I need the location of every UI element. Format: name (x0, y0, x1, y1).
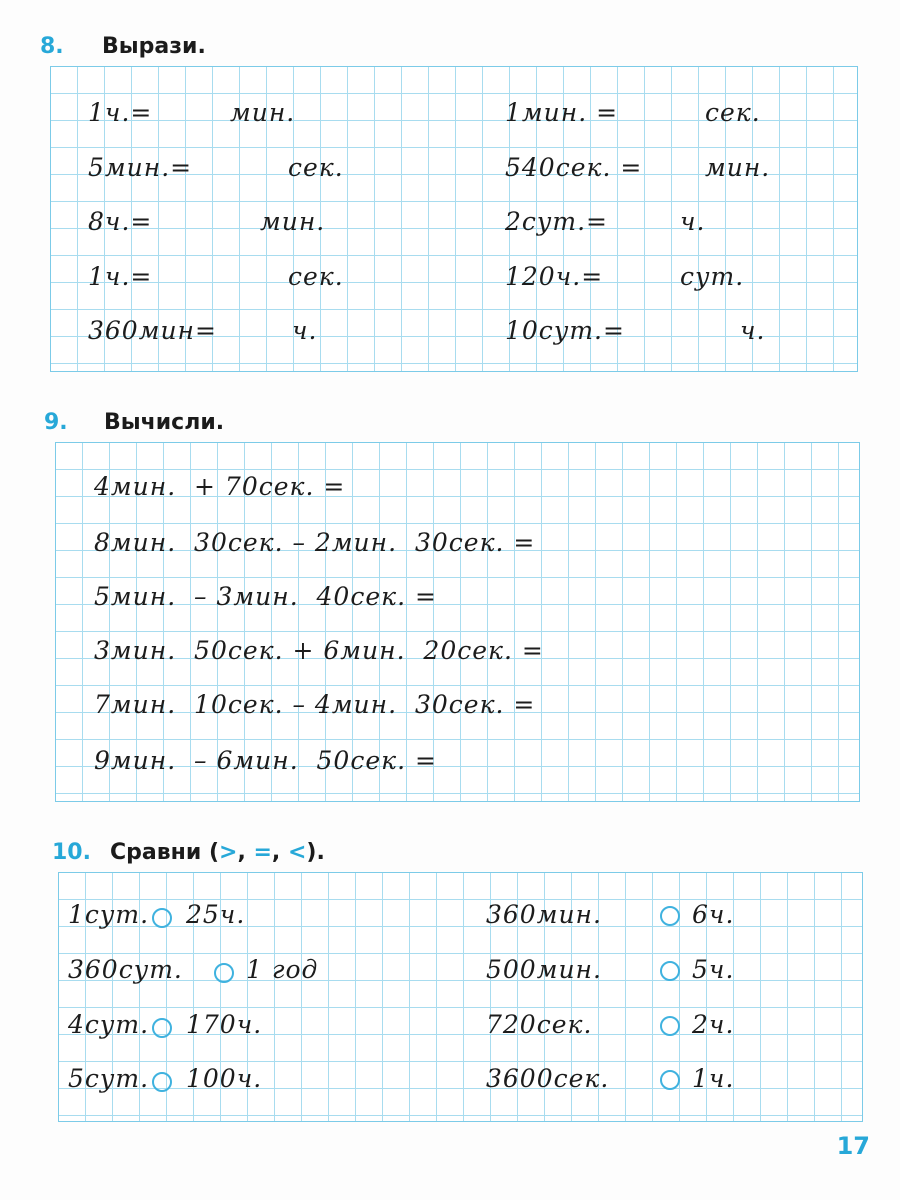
task-8-left-row-2: 5мин.= (88, 153, 193, 182)
task-8-right-row-2: 540сек. = (505, 153, 643, 182)
task-8-right-row-4: 120ч.= (505, 262, 604, 291)
task-8-number: 8. (40, 34, 64, 59)
less-than-symbol: < (287, 840, 307, 865)
task-9-number: 9. (44, 410, 68, 435)
compare-circle[interactable] (660, 961, 680, 981)
task-10-left-a-1: 1сут. (68, 900, 150, 929)
task-9-row-6: 9мин. – 6мин. 50сек. = (94, 746, 437, 775)
task-8-left-unit-1: мин. (230, 98, 296, 127)
task-10-right-b-3: 2ч. (692, 1010, 735, 1039)
task-10-right-a-2: 500мин. (486, 955, 602, 984)
task-10-left-b-2: 1 год (246, 955, 319, 984)
task-8-right-row-5: 10сут.= (505, 316, 625, 345)
task-9-row-4: 3мин. 50сек. + 6мин. 20сек. = (94, 636, 544, 665)
compare-circle[interactable] (152, 1018, 172, 1038)
task-10-left-a-4: 5сут. (68, 1064, 150, 1093)
task-9-row-1: 4мин. + 70сек. = (94, 472, 346, 501)
task-8-left-row-3: 8ч.= (88, 207, 153, 236)
task-10-grid (58, 872, 863, 1122)
task-9-title: Вычисли. (104, 410, 225, 435)
task-8-left-row-5: 360мин= (88, 316, 217, 345)
task-10-left-b-1: 25ч. (186, 900, 246, 929)
task-10-left-a-2: 360сут. (68, 955, 183, 984)
task-10-title-text: Сравни (110, 840, 202, 865)
task-9-row-3: 5мин. – 3мин. 40сек. = (94, 582, 437, 611)
task-9-row-2: 8мин. 30сек. – 2мин. 30сек. = (94, 528, 536, 557)
task-8-right-unit-3: ч. (680, 207, 706, 236)
comma-separator: , (271, 840, 288, 865)
task-8-right-row-3: 2сут.= (505, 207, 609, 236)
task-10-right-a-1: 360мин. (486, 900, 602, 929)
task-9-row-5: 7мин. 10сек. – 4мин. 30сек. = (94, 690, 536, 719)
task-8-right-unit-5: ч. (740, 316, 766, 345)
page-number: 17 (836, 1132, 870, 1160)
equals-symbol: = (253, 840, 272, 865)
task-8-right-row-1: 1мин. = (505, 98, 619, 127)
task-10-right-b-1: 6ч. (692, 900, 735, 929)
task-8-right-unit-1: сек. (705, 98, 761, 127)
compare-circle[interactable] (660, 906, 680, 926)
task-10-left-b-4: 100ч. (186, 1064, 263, 1093)
task-10-right-b-4: 1ч. (692, 1064, 735, 1093)
task-8-right-unit-2: мин. (705, 153, 771, 182)
compare-circle[interactable] (660, 1070, 680, 1090)
task-8-left-unit-2: сек. (288, 153, 344, 182)
paren-open: ( (208, 840, 220, 865)
task-10-left-b-3: 170ч. (186, 1010, 263, 1039)
compare-circle[interactable] (660, 1016, 680, 1036)
task-10-right-a-4: 3600сек. (486, 1064, 610, 1093)
paren-close: ). (306, 840, 325, 865)
compare-circle[interactable] (152, 908, 172, 928)
task-8-title: Вырази. (102, 34, 206, 59)
comma-separator: , (237, 840, 254, 865)
task-8-right-unit-4: сут. (680, 262, 745, 291)
task-10-number: 10. (52, 840, 91, 865)
task-10-right-b-2: 5ч. (692, 955, 735, 984)
task-10-left-a-3: 4сут. (68, 1010, 150, 1039)
task-8-left-row-4: 1ч.= (88, 262, 153, 291)
greater-than-symbol: > (219, 840, 238, 865)
task-8-left-unit-5: ч. (292, 316, 318, 345)
task-8-left-row-1: 1ч.= (88, 98, 153, 127)
compare-circle[interactable] (152, 1072, 172, 1092)
task-10-title (110, 840, 325, 865)
task-8-left-unit-3: мин. (260, 207, 326, 236)
task-8-left-unit-4: сек. (288, 262, 344, 291)
task-10-right-a-3: 720сек. (486, 1010, 593, 1039)
compare-circle[interactable] (214, 963, 234, 983)
